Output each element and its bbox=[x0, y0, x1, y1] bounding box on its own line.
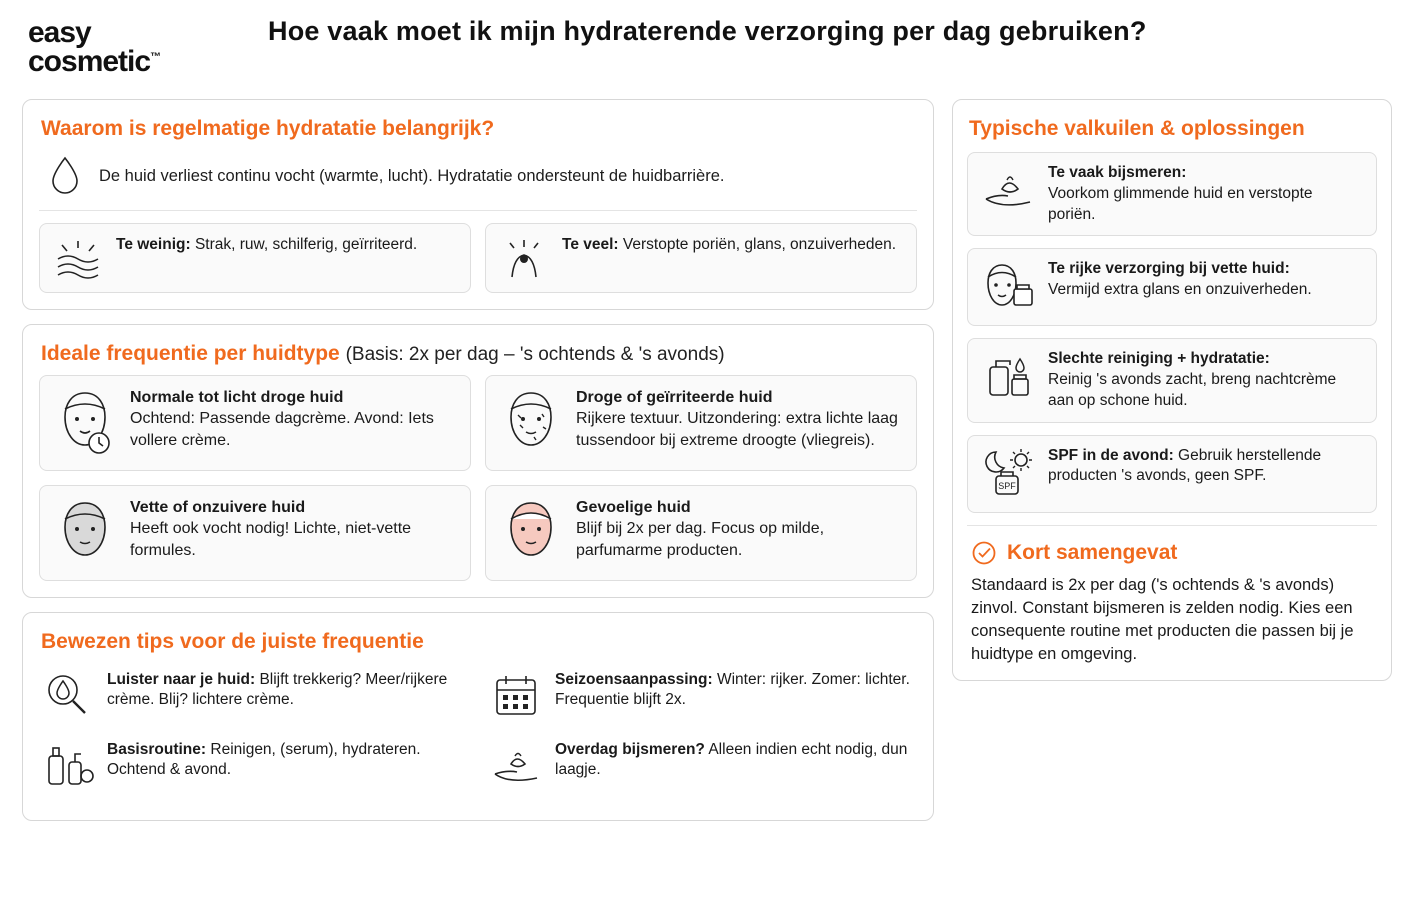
frequency-cells bbox=[39, 375, 917, 581]
moon-sun-spf-icon bbox=[980, 446, 1036, 502]
hand-cream-icon bbox=[489, 740, 543, 790]
tip-text bbox=[107, 740, 467, 782]
tip-label: Luister naar je huid: bbox=[107, 670, 256, 688]
face-oily-icon bbox=[52, 497, 118, 569]
panel-pitfalls-title: Typische valkuilen & oplossingen bbox=[969, 116, 1305, 140]
tip-base-routine bbox=[39, 734, 469, 804]
frequency-cell-body: Heeft ook vocht nodig! Lichte, niet-vette formules. bbox=[130, 520, 412, 559]
panel-ideal-frequency bbox=[22, 324, 934, 598]
pitfall-body: Voorkom glimmende huid en verstopte poriën. bbox=[1048, 184, 1313, 223]
bottles-icon bbox=[41, 740, 95, 790]
why-cell-label: Te weinig: bbox=[116, 236, 191, 254]
face-sensitive-icon bbox=[498, 497, 564, 569]
tip-body: Alleen indien echt nodig, dun laagje. bbox=[555, 740, 908, 779]
panel-why-lead bbox=[39, 150, 917, 211]
svg-text:SPF: SPF bbox=[998, 480, 1016, 491]
pitfall-label: Te rijke verzorging bij vette huid: bbox=[1048, 260, 1290, 278]
tip-label: Overdag bijsmeren? bbox=[555, 740, 705, 758]
brand-line-1: easy bbox=[28, 16, 91, 49]
pitfall-label: Slechte reiniging + hydratatie: bbox=[1048, 350, 1270, 368]
water-drop-icon bbox=[45, 154, 85, 198]
why-cell-too-little bbox=[39, 223, 471, 293]
panel-tips-title: Bewezen tips voor de juiste frequentie bbox=[41, 630, 424, 654]
why-cell-text bbox=[116, 235, 417, 255]
tip-text bbox=[555, 670, 915, 712]
check-circle-icon bbox=[971, 540, 997, 566]
summary-text: Standaard is 2x per dag ('s ochtends & 's avonds) zinvol. Constant bijsmeren is zelden nodig. Kies een consequente routine met producten die passen bij je huidtype en omgeving. bbox=[971, 575, 1354, 663]
summary-section bbox=[967, 525, 1377, 670]
why-cell-body: Strak, ruw, schilferig, geïrriteerd. bbox=[194, 236, 418, 254]
frequency-cell-text bbox=[130, 497, 458, 560]
brand-line-2: cosmetic bbox=[28, 45, 151, 79]
tip-label: Basisroutine: bbox=[107, 740, 207, 758]
frequency-cell-label: Gevoelige huid bbox=[576, 499, 691, 517]
summary-title: Kort samengevat bbox=[1007, 540, 1178, 564]
panel-pitfalls bbox=[952, 99, 1392, 681]
panel-proven-tips bbox=[22, 612, 934, 820]
tip-label: Seizoensaanpassing: bbox=[555, 670, 713, 688]
frequency-cell-dry bbox=[485, 375, 917, 471]
right-column bbox=[952, 99, 1392, 695]
frequency-cell-sensitive bbox=[485, 485, 917, 581]
tip-text bbox=[555, 740, 915, 782]
frequency-cell-text bbox=[576, 497, 904, 560]
pitfall-text bbox=[1048, 259, 1312, 301]
pitfall-body: Gebruik herstellende producten 's avonds, geen SPF. bbox=[1048, 446, 1322, 485]
pitfall-text bbox=[1048, 349, 1364, 411]
tip-body: Blijft trekkerig? Meer/rijkere crème. Blij? lichtere crème. bbox=[107, 670, 448, 709]
tip-text bbox=[107, 670, 467, 712]
frequency-cell-body: Rijkere textuur. Uitzondering: extra lichte laag tussendoor bij extreme droogte (vliegreis). bbox=[576, 410, 898, 449]
tips-column-right bbox=[487, 664, 917, 804]
pitfall-too-rich bbox=[967, 248, 1377, 326]
pitfall-text bbox=[1048, 163, 1364, 225]
frequency-cell-body: Ochtend: Passende dagcrème. Avond: Iets vollere crème. bbox=[130, 410, 434, 449]
why-cell-body: Verstopte poriën, glans, onzuiverheden. bbox=[622, 236, 897, 254]
summary-header bbox=[971, 540, 1373, 566]
pitfall-body: Vermijd extra glans en onzuiverheden. bbox=[1048, 281, 1312, 299]
panel-why-lead-text: De huid verliest continu vocht (warmte, lucht). Hydratatie ondersteunt de huidbarrière. bbox=[99, 166, 725, 185]
tip-daytime-reapply bbox=[487, 734, 917, 804]
why-cell-label: Te veel: bbox=[562, 236, 619, 254]
panel-why-hydration bbox=[22, 99, 934, 310]
frequency-cell-normal bbox=[39, 375, 471, 471]
face-clock-icon bbox=[52, 387, 118, 459]
hand-cream-icon bbox=[980, 163, 1036, 213]
brand-trademark: ™ bbox=[150, 51, 161, 64]
tip-listen-to-skin bbox=[39, 664, 469, 734]
frequency-cell-label: Vette of onzuivere huid bbox=[130, 499, 306, 517]
panel-why-title: Waarom is regelmatige hydratatie belangrijk? bbox=[41, 116, 495, 140]
pitfall-text bbox=[1048, 446, 1364, 488]
why-cells bbox=[39, 223, 917, 293]
frequency-cell-text bbox=[576, 387, 904, 450]
pitfall-label: SPF in de avond: bbox=[1048, 446, 1174, 464]
brand-logo bbox=[28, 14, 268, 77]
cleanser-jar-icon bbox=[980, 349, 1036, 405]
panel-frequency-heading: Ideale frequentie per huidtype bbox=[41, 342, 340, 366]
panel-frequency-subtitle: (Basis: 2x per dag – 's ochtends & 's avonds) bbox=[345, 344, 725, 366]
frequency-cell-label: Normale tot licht droge huid bbox=[130, 389, 344, 407]
tip-seasonal-adjustment bbox=[487, 664, 917, 734]
frequency-cell-label: Droge of geïrriteerde huid bbox=[576, 389, 773, 407]
tip-body: Reinigen, (serum), hydrateren. Ochtend & avond. bbox=[107, 740, 421, 779]
page-title: Hoe vaak moet ik mijn hydraterende verzorging per dag gebruiken? bbox=[268, 16, 1147, 46]
pitfall-spf-evening bbox=[967, 435, 1377, 513]
left-column bbox=[22, 99, 934, 835]
pitfall-poor-cleansing bbox=[967, 338, 1377, 422]
content-columns bbox=[0, 77, 1408, 835]
frequency-cell-oily bbox=[39, 485, 471, 581]
pitfall-body: Reinig 's avonds zacht, breng nachtcrème aan op schone huid. bbox=[1048, 371, 1337, 409]
face-jar-icon bbox=[980, 259, 1036, 315]
tips-grid bbox=[39, 664, 917, 804]
calendar-icon bbox=[489, 670, 543, 720]
frequency-cell-text bbox=[130, 387, 458, 450]
header bbox=[0, 0, 1408, 77]
why-cell-too-much bbox=[485, 223, 917, 293]
why-cell-text bbox=[562, 235, 896, 255]
magnifier-drop-icon bbox=[41, 670, 95, 720]
tip-body: Winter: rijker. Zomer: lichter. Frequentie blijft 2x. bbox=[555, 670, 910, 709]
tips-column-left bbox=[39, 664, 469, 804]
panel-frequency-title bbox=[41, 341, 917, 367]
pitfall-label: Te vaak bijsmeren: bbox=[1048, 164, 1187, 182]
pitfall-too-frequent bbox=[967, 152, 1377, 236]
frequency-cell-body: Blijf bij 2x per dag. Focus op milde, parfumarme producten. bbox=[576, 520, 825, 559]
clogged-pore-icon bbox=[498, 235, 550, 281]
dry-skin-icon bbox=[52, 235, 104, 281]
face-dry-icon bbox=[498, 387, 564, 459]
